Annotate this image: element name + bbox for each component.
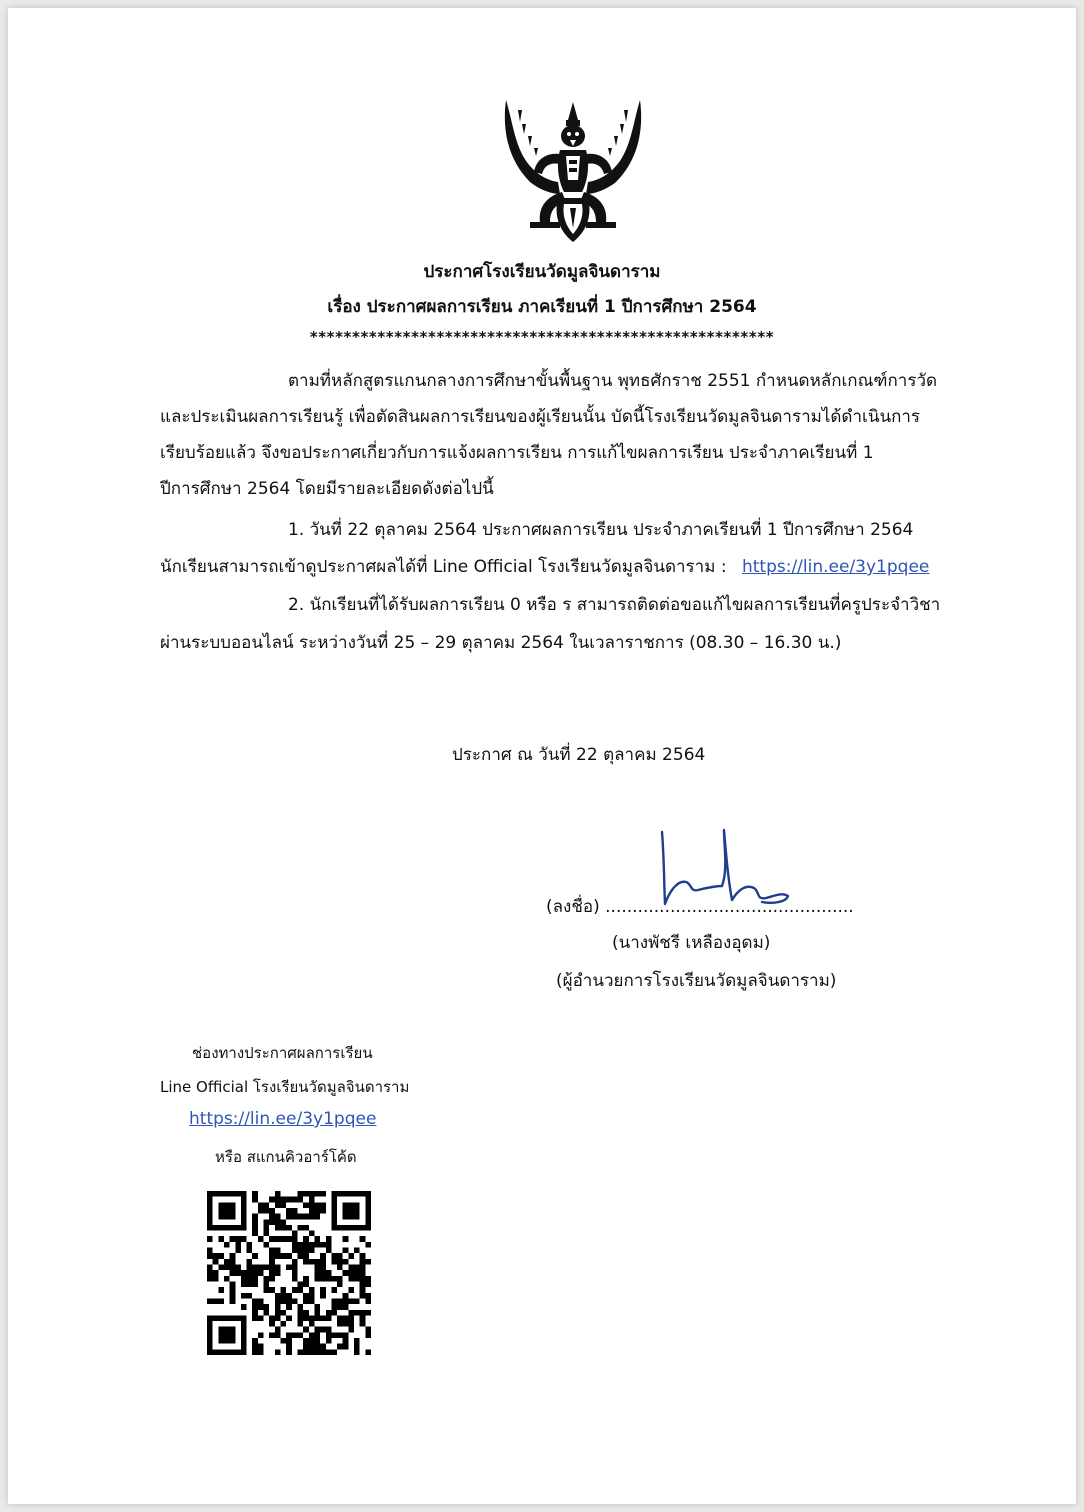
body-para1-line1: ตามที่หลักสูตรแกนกลางการศึกษาขั้นพื้นฐาน พุทธศักราช 2551 กำหนดหลักเกณฑ์การวัด [288, 371, 938, 391]
announcement-title: ประกาศโรงเรียนวัดมูลจินดาราม [423, 262, 661, 282]
signer-position: (ผู้อำนวยการโรงเรียนวัดมูลจินดาราม) [556, 971, 837, 991]
body-item2-line1: 2. นักเรียนที่ได้รับผลการเรียน 0 หรือ ร สามารถติดต่อขอแก้ไขผลการเรียนที่ครูประจำวิชา [288, 595, 941, 615]
footer-or-scan: หรือ สแกนคิวอาร์โค้ด [215, 1148, 357, 1166]
divider-stars: ******************************************************* [309, 328, 775, 346]
signer-name: (นางพัชรี เหลืองอุดม) [612, 933, 771, 953]
qr-code[interactable] [207, 1191, 371, 1355]
garuda-emblem-icon [500, 90, 646, 250]
body-para1-line2: และประเมินผลการเรียนรู้ เพื่อตัดสินผลการเรียนของผู้เรียนนั้น บัดนี้โรงเรียนวัดมูลจินดารามได้ดำเนินการ [160, 407, 921, 427]
announce-date: ประกาศ ณ วันที่ 22 ตุลาคม 2564 [452, 745, 706, 765]
body-para1-line3: เรียบร้อยแล้ว จึงขอประกาศเกี่ยวกับการแจ้งผลการเรียน การแก้ไขผลการเรียน ประจำภาคเรียนที่ 1 [160, 443, 874, 463]
footer-line-official: Line Official โรงเรียนวัดมูลจินดาราม [160, 1078, 410, 1096]
signature-line: (ลงชื่อ) .............................................. [546, 897, 854, 917]
body-para1-line4: ปีการศึกษา 2564 โดยมีรายละเอียดดังต่อไปนี้ [160, 479, 494, 499]
footer-channel: ช่องทางประกาศผลการเรียน [192, 1044, 373, 1062]
body-item1-line1: 1. วันที่ 22 ตุลาคม 2564 ประกาศผลการเรียน ประจำภาคเรียนที่ 1 ปีการศึกษา 2564 [288, 520, 914, 540]
document-page [8, 8, 1076, 1504]
footer-link[interactable]: https://lin.ee/3y1pqee [189, 1109, 377, 1129]
announcement-subject: เรื่อง ประกาศผลการเรียน ภาคเรียนที่ 1 ปีการศึกษา 2564 [327, 297, 757, 317]
item1-text: นักเรียนสามารถเข้าดูประกาศผลได้ที่ Line Official โรงเรียนวัดมูลจินดาราม : [160, 557, 727, 577]
line-official-link[interactable]: https://lin.ee/3y1pqee [741, 557, 930, 577]
body-item2-line2: ผ่านระบบออนไลน์ ระหว่างวันที่ 25 – 29 ตุลาคม 2564 ในเวลาราชการ (08.30 – 16.30 น.) [160, 633, 842, 653]
body-item1-line2 [160, 556, 929, 578]
